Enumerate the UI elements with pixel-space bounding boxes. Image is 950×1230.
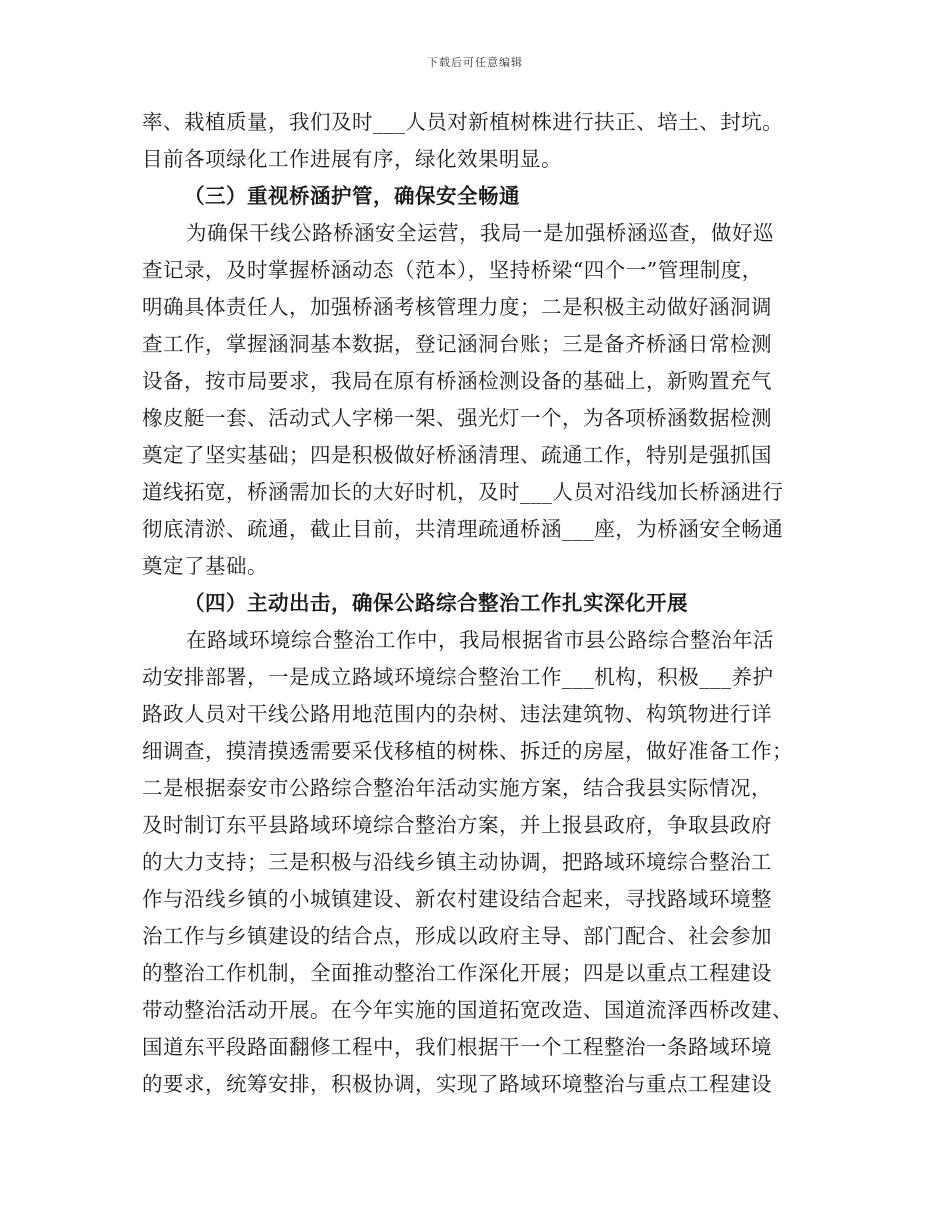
text-line: 的大力支持；三是积极与沿线乡镇主动协调，把路域环境综合整治工 — [142, 850, 772, 874]
text-line: 道线拓宽，桥涵需加长的大好时机，及时___人员对沿线加长桥涵进行 — [142, 480, 784, 504]
text-line: 带动整治活动开展。在今年实施的国道拓宽改造、国道流泽西桥改建、 — [142, 998, 793, 1022]
text-line: 查记录，及时掌握桥涵动态（范本），坚持桥梁“四个一”管理制度， — [142, 258, 763, 282]
text-line: 细调查，摸清摸透需要采伐移植的树株、拆迁的房屋，做好准备工作； — [142, 739, 793, 763]
text-line: 率、栽植质量，我们及时___人员对新植树株进行扶正、培土、封坑。 — [142, 110, 784, 134]
text-line: 动安排部署，一是成立路域环境综合整治工作___机构，积极___养护 — [142, 665, 774, 689]
text-line: 查工作，掌握涵洞基本数据，登记涵洞台账；三是备齐桥涵日常检测 — [142, 332, 772, 356]
paragraph-first-line: 为确保干线公路桥涵安全运营，我局一是加强桥涵巡查，做好巡 — [186, 221, 774, 245]
text-line: 的要求，统筹安排，积极协调，实现了路域环境整治与重点工程建设 — [142, 1072, 772, 1096]
section-heading: （四）主动出击，确保公路综合整治工作扎实深化开展 — [184, 591, 688, 615]
text-line: 彻底清淤、疏通，截止目前，共清理疏通桥涵___座，为桥涵安全畅通 — [142, 517, 784, 541]
document-body — [142, 104, 814, 1103]
section-heading: （三）重视桥涵护管，确保安全畅通 — [184, 184, 520, 208]
page-header: 下载后可任意编辑 — [427, 56, 523, 69]
text-line: 二是根据泰安市公路综合整治年活动实施方案，结合我县实际情况， — [142, 776, 772, 800]
text-line: 目前各项绿化工作进展有序，绿化效果明显。 — [142, 147, 562, 171]
text-line: 明确具体责任人，加强桥涵考核管理力度；二是积极主动做好涵洞调 — [142, 295, 772, 319]
text-line: 橡皮艇一套、活动式人字梯一架、强光灯一个，为各项桥涵数据检测 — [142, 406, 772, 430]
text-line: 及时制订东平县路域环境综合整治方案，并上报县政府，争取县政府 — [142, 813, 772, 837]
text-line: 作与沿线乡镇的小城镇建设、新农村建设结合起来，寻找路域环境整 — [142, 887, 772, 911]
text-line: 路政人员对干线公路用地范围内的杂树、违法建筑物、构筑物进行详 — [142, 702, 772, 726]
text-line: 奠定了基础。 — [142, 554, 268, 578]
paragraph-first-line: 在路域环境综合整治工作中，我局根据省市县公路综合整治年活 — [186, 628, 774, 652]
text-line: 的整治工作机制，全面推动整治工作深化开展；四是以重点工程建设 — [142, 961, 772, 985]
text-line: 奠定了坚实基础；四是积极做好桥涵清理、疏通工作，特别是强抓国 — [142, 443, 772, 467]
text-line: 国道东平段路面翻修工程中，我们根据干一个工程整治一条路域环境 — [142, 1035, 772, 1059]
text-line: 设备，按市局要求，我局在原有桥涵检测设备的基础上，新购置充气 — [142, 369, 772, 393]
text-line: 治工作与乡镇建设的结合点，形成以政府主导、部门配合、社会参加 — [142, 924, 772, 948]
